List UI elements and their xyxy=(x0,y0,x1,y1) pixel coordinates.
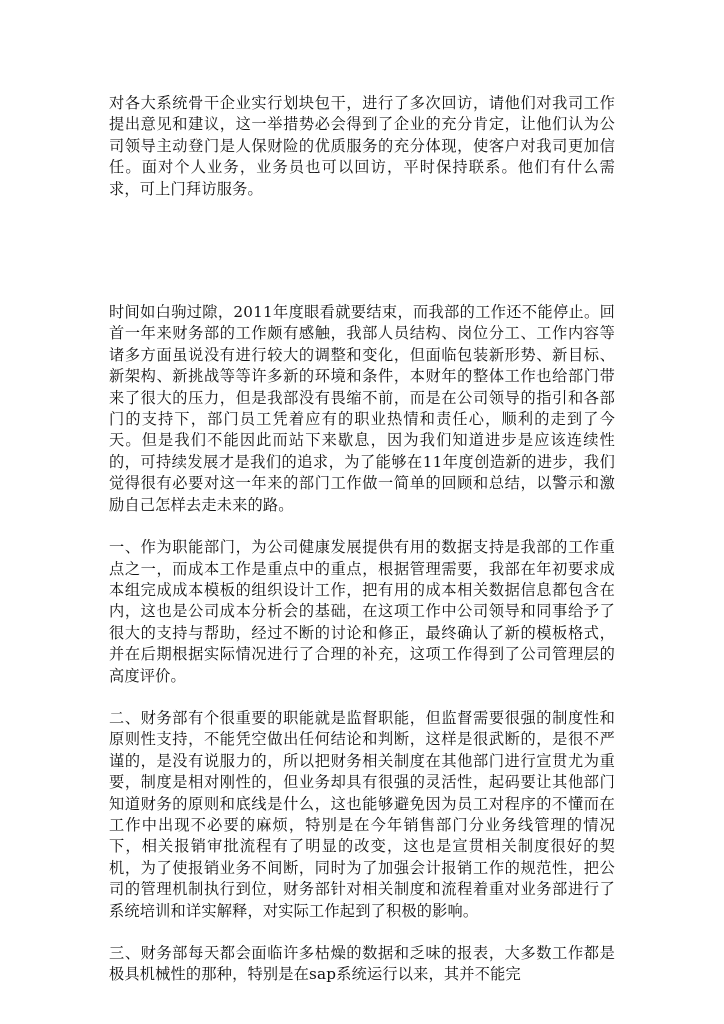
document-page xyxy=(109,93,615,986)
paragraph-cost-template: 一、作为职能部门，为公司健康发展提供有用的数据支持是我部的工作重点之一，而成本工作是重点中的重点，根据管理需要，我部在年初要求成本组完成成本模板的组织设计工作，把有用的成本相关数据信息都包含在内，这也是公司成本分析会的基础，在这项工作中公司领导和同事给予了很大的支持与帮助，经过不断的讨论和修正，最终确认了新的模板格式，并在后期根据实际情况进行了合理的补充，这项工作得到了公司管理层的高度评价。 xyxy=(109,538,615,685)
section-spacer xyxy=(109,200,615,302)
paragraph-annual-review-intro: 时间如白驹过隙，2011年度眼看就要结束，而我部的工作还不能停止。回首一年来财务部的工作颇有感触，我部人员结构、岗位分工、工作内容等诸多方面虽说没有进行较大的调整和变化，但面临包装新形势、新目标、新架构、新挑战等等许多新的环境和条件，本财年的整体工作也给部门带来了很大的压力，但是我部没有畏缩不前，而是在公司领导的指引和各部门的支持下，部门员工凭着应有的职业热情和责任心，顺利的走到了今天。但是我们不能因此而站下来歇息，因为我们知道进步是应该连续性的，可持续发展才是我们的追求，为了能够在11年度创造新的进步，我们觉得很有必要对这一年来的部门工作做一简单的回顾和总结，以警示和激励自己怎样去走未来的路。 xyxy=(109,303,615,514)
paragraph-client-visits: 对各大系统骨干企业实行划块包干，进行了多次回访，请他们对我司工作提出意见和建议，这一举措势必会得到了企业的充分肯定，让他们认为公司领导主动登门是人保财险的优质服务的充分体现，使客户对我司更加信任。面对个人业务，业务员也可以回访，平时保持联系。他们有什么需求，可上门拜访服务。 xyxy=(109,94,615,198)
paragraph-spacer xyxy=(109,687,615,708)
paragraph-daily-reports: 三、财务部每天都会面临许多枯燥的数据和乏味的报表，大多数工作都是极具机械性的那种，特别是在sap系统运行以来，其并不能完 xyxy=(109,944,615,984)
paragraph-supervision-function: 二、财务部有个很重要的职能就是监督职能，但监督需要很强的制度性和原则性支持，不能凭空做出任何结论和判断，这样是很武断的，是很不严谨的，是没有说服力的，所以把财务相关制度在其他部门进行宣贯尤为重要，制度是相对刚性的，但业务却具有很强的灵活性，起码要让其他部门知道财务的原则和底线是什么，这也能够避免因为员工对程序的不懂而在工作中出现不必要的麻烦，特别是在今年销售部门分业务线管理的情况下，相关报销审批流程有了明显的改变，这也是宣贯相关制度很好的契机，为了使报销业务不间断，同时为了加强会计报销工作的规范性，把公司的管理机制执行到位，财务部针对相关制度和流程着重对业务部进行了系统培训和详实解释，对实际工作起到了积极的影响。 xyxy=(109,708,615,920)
paragraph-spacer xyxy=(109,922,615,943)
paragraph-spacer xyxy=(109,516,615,537)
